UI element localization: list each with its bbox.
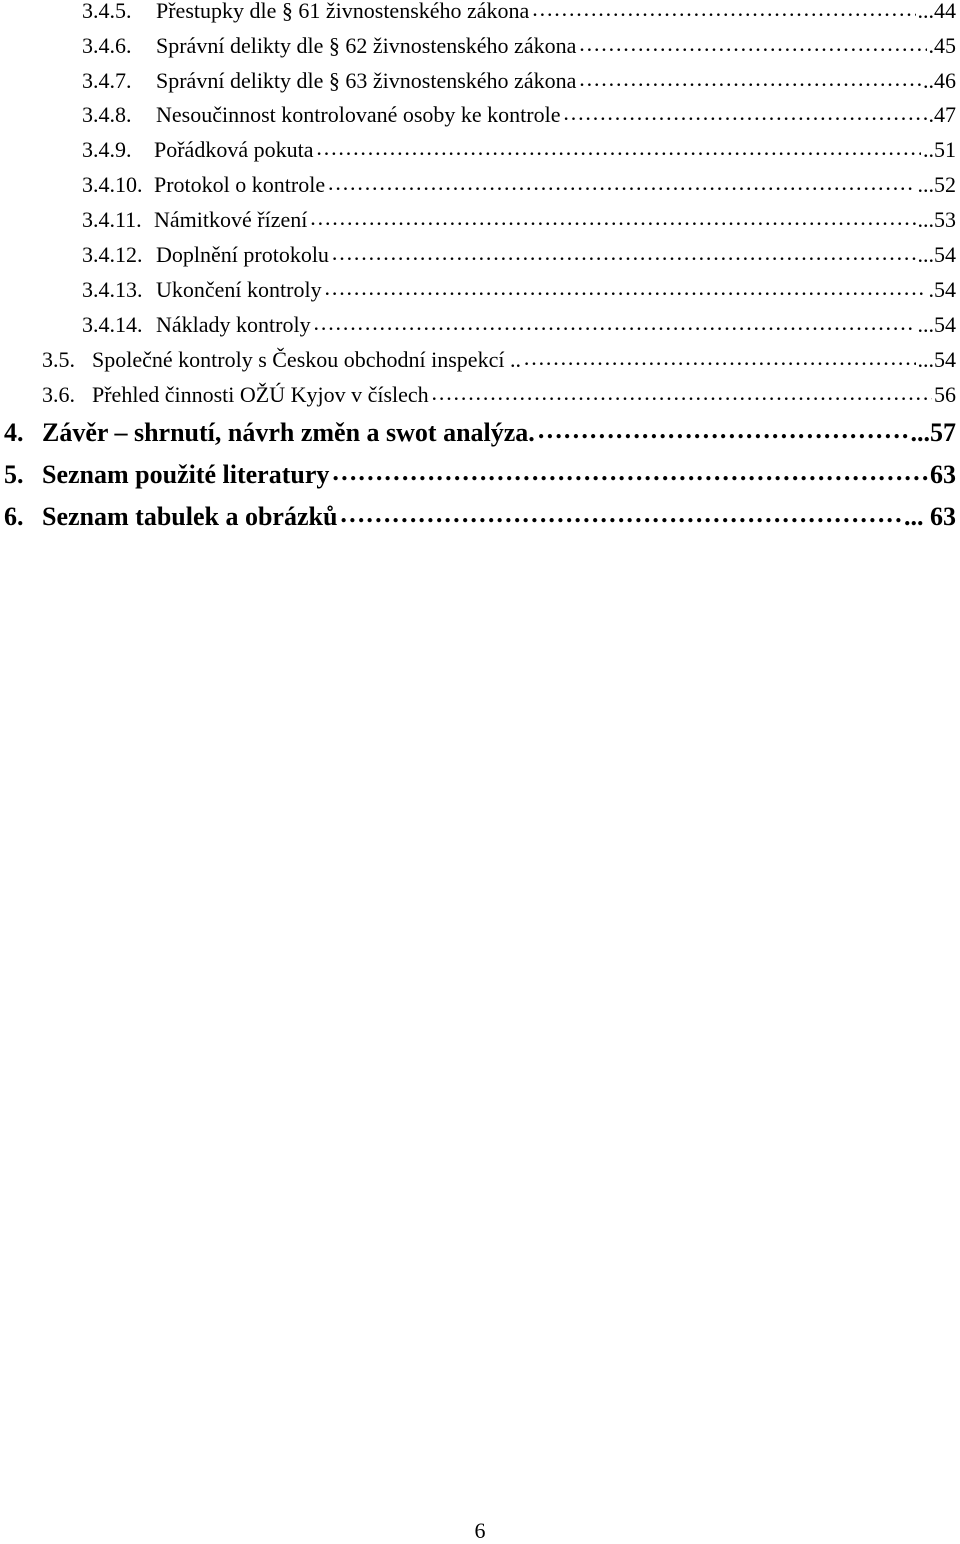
toc-entry-page: 63 (930, 460, 956, 489)
dot-leader (563, 100, 927, 122)
dot-leader (537, 415, 909, 441)
toc-entry-title: Doplnění protokolu (156, 242, 329, 267)
dot-leader (531, 0, 915, 18)
toc-entry[interactable] (82, 205, 956, 233)
toc-entry-number: 3.4.13. (82, 277, 143, 302)
page-number: 6 (474, 1518, 486, 1543)
toc-entry[interactable] (42, 380, 956, 408)
toc-entry-number: 3.5. (42, 347, 75, 372)
toc-entry-title: Správní delikty dle § 63 živnostenského zákona (156, 68, 577, 93)
toc-entry-title: Přehled činnosti OŽÚ Kyjov v číslech (92, 382, 429, 407)
dot-leader (327, 170, 915, 192)
toc-entry-number: 3.4.9. (82, 137, 132, 162)
toc-entry-title: Přestupky dle § 61 živnostenského zákona (156, 0, 530, 23)
dot-leader (578, 66, 921, 88)
toc-entry-page: ... 63 (904, 502, 956, 531)
dot-leader (431, 380, 932, 402)
toc-entry-title: Ukončení kontroly (156, 277, 322, 302)
toc-entry-page: ...53 (917, 207, 956, 232)
toc-entry-page: ...44 (917, 0, 956, 23)
toc-entry[interactable] (82, 135, 956, 163)
toc-entry-main[interactable] (4, 457, 956, 490)
toc-entry-number: 5. (4, 460, 24, 489)
toc-entry-title: Náklady kontroly (156, 312, 311, 337)
toc-entry[interactable] (82, 240, 956, 268)
toc-entry-page: .47 (928, 102, 956, 127)
toc-entry[interactable] (82, 170, 956, 198)
toc-entry-title: Seznam tabulek a obrázků (42, 502, 338, 531)
dot-leader (324, 275, 927, 297)
toc-entry-title: Pořádková pokuta (154, 137, 314, 162)
toc-entry-number: 6. (4, 502, 24, 531)
toc-entry-title: Nesoučinnost kontrolované osoby ke kontrole (156, 102, 561, 127)
toc-entry-title: Správní delikty dle § 62 živnostenského zákona (156, 33, 577, 58)
toc-entry-number: 3.4.5. (82, 0, 132, 23)
toc-entry-page: ...52 (917, 172, 956, 197)
toc-entry-title: Protokol o kontrole (154, 172, 326, 197)
toc-entry[interactable] (82, 100, 956, 128)
dot-leader (313, 310, 916, 332)
toc-entry-number: 3.4.7. (82, 68, 132, 93)
toc-entry-title: Závěr – shrnutí, návrh změn a swot analýza. (42, 418, 535, 447)
toc-entry-number: 4. (4, 418, 24, 447)
toc-entry-number: 3.6. (42, 382, 75, 407)
toc-entry-number: 3.4.12. (82, 242, 143, 267)
toc-entry-page: 56 (934, 382, 956, 407)
toc-entry-title: Seznam použité literatury (42, 460, 330, 489)
dot-leader (315, 135, 921, 157)
toc-entry-page: ..51 (923, 137, 956, 162)
toc-entry-main[interactable] (4, 499, 956, 532)
dot-leader (309, 205, 915, 227)
toc-entry-number: 3.4.11. (82, 207, 142, 232)
dot-leader (331, 240, 916, 262)
toc-entry-page: ..46 (923, 68, 956, 93)
toc-entry[interactable] (82, 275, 956, 303)
toc-entry[interactable] (82, 310, 956, 338)
toc-entry-page: .45 (928, 33, 956, 58)
toc-entry[interactable] (82, 31, 956, 59)
toc-entry-page: ...54 (917, 312, 956, 337)
toc-entry-page: ...54 (917, 242, 956, 267)
toc-entry-number: 3.4.10. (82, 172, 143, 197)
toc-entry-page: ...54 (917, 347, 956, 372)
toc-entry-number: 3.4.8. (82, 102, 132, 127)
toc-entry-page: ...57 (910, 418, 956, 447)
toc-entry[interactable] (82, 66, 956, 94)
toc-entry-page: .54 (928, 277, 956, 302)
toc-entry-number: 3.4.14. (82, 312, 143, 337)
toc-entry-title: Námitkové řízení (154, 207, 308, 232)
toc-entry-number: 3.4.6. (82, 33, 132, 58)
toc-entry[interactable] (82, 0, 956, 24)
dot-leader (339, 499, 902, 525)
toc-entry[interactable] (42, 345, 956, 373)
toc-entry-main[interactable] (4, 415, 956, 448)
dot-leader (331, 457, 928, 483)
toc-entry-title: Společné kontroly s Českou obchodní inspekcí .. (92, 347, 521, 372)
dot-leader (578, 31, 926, 53)
dot-leader (523, 345, 916, 367)
